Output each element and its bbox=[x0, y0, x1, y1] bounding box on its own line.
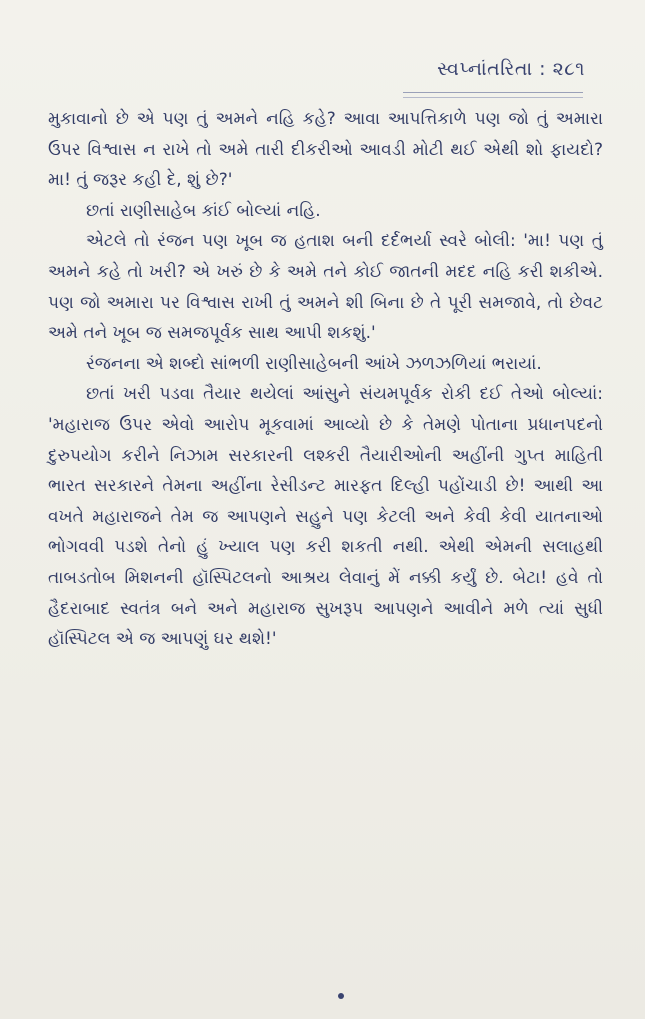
header-underline bbox=[403, 92, 583, 98]
paragraph: છતાં રાણીસાહેબ કાંઈ બોલ્યાં નહિ. bbox=[86, 200, 321, 221]
page-body bbox=[48, 104, 603, 655]
paragraph: રંજનના એ શબ્દો સાંભળી રાણીસાહેબની આંખે ઝળઝળિયાં ભરાયાં. bbox=[86, 353, 542, 374]
paragraph: છતાં ખરી પડવા તૈયાર થયેલાં આંસુને સંયમપૂર્વક રોકી દઈ તેઓ બોલ્યાં: 'મહારાજ ઉપર એવો આરોપ મૂકવામાં આવ્યો છે કે તેમણે પોતાના પ્રધાનપદનો દુરુપયોગ કરીને નિઝામ સરકારની લશ્કરી તૈયારીઓની અહીંની ગુપ્ત માહિતી ભારત સરકારને તેમના અહીંના રેસીડન્ટ મારફત દિલ્હી પહોંચાડી છે! આથી આ વખતે મહારાજને તેમ જ આપણને સહુને પણ કેટલી અને કેવી કેવી યાતનાઓ ભોગવવી પડશે તેનો હું ખ્યાલ પણ કરી શકતી નથી. એથી એમની સલાહથી તાબડતોબ મિશનની હૉસ્પિટલનો આશ્રય લેવાનું મેં નક્કી કર્યું છે. બેટા! હવે તો હૈદરાબાદ સ્વતંત્ર બને અને મહારાજ સુખરૂપ આપણને આવીને મળે ત્યાં સુધી હૉસ્પિટલ એ જ આપણું ઘર થશે!' bbox=[48, 384, 603, 650]
footer-dot bbox=[338, 993, 344, 999]
paragraph: મુકાવાનો છે એ પણ તું અમને નહિ કહે? આવા આપત્તિકાળે પણ જો તું અમારા ઉપર વિશ્વાસ ન રાખે તો અમે તારી દીકરીઓ આવડી મોટી થઈ એથી શો ફાયદો? મા! તું જરૂર કહી દે, શું છે?' bbox=[48, 109, 603, 191]
paragraph: એટલે તો રંજન પણ ખૂબ જ હતાશ બની દર્દભર્યા સ્વરે બોલી: 'મા! પણ તું અમને કહે તો ખરી? એ ખરું છે કે અમે તને કોઈ જાતની મદદ નહિ કરી શકીએ. પણ જો અમારા પર વિશ્વાસ રાખી તું અમને શી બિના છે તે પૂરી સમજાવે, તો છેવટ અમે તને ખૂબ જ સમજપૂર્વક સાથ આપી શકશું.' bbox=[48, 231, 603, 344]
running-header: સ્વપ્નાંતરિતા : ૨૮૧ bbox=[437, 58, 585, 80]
